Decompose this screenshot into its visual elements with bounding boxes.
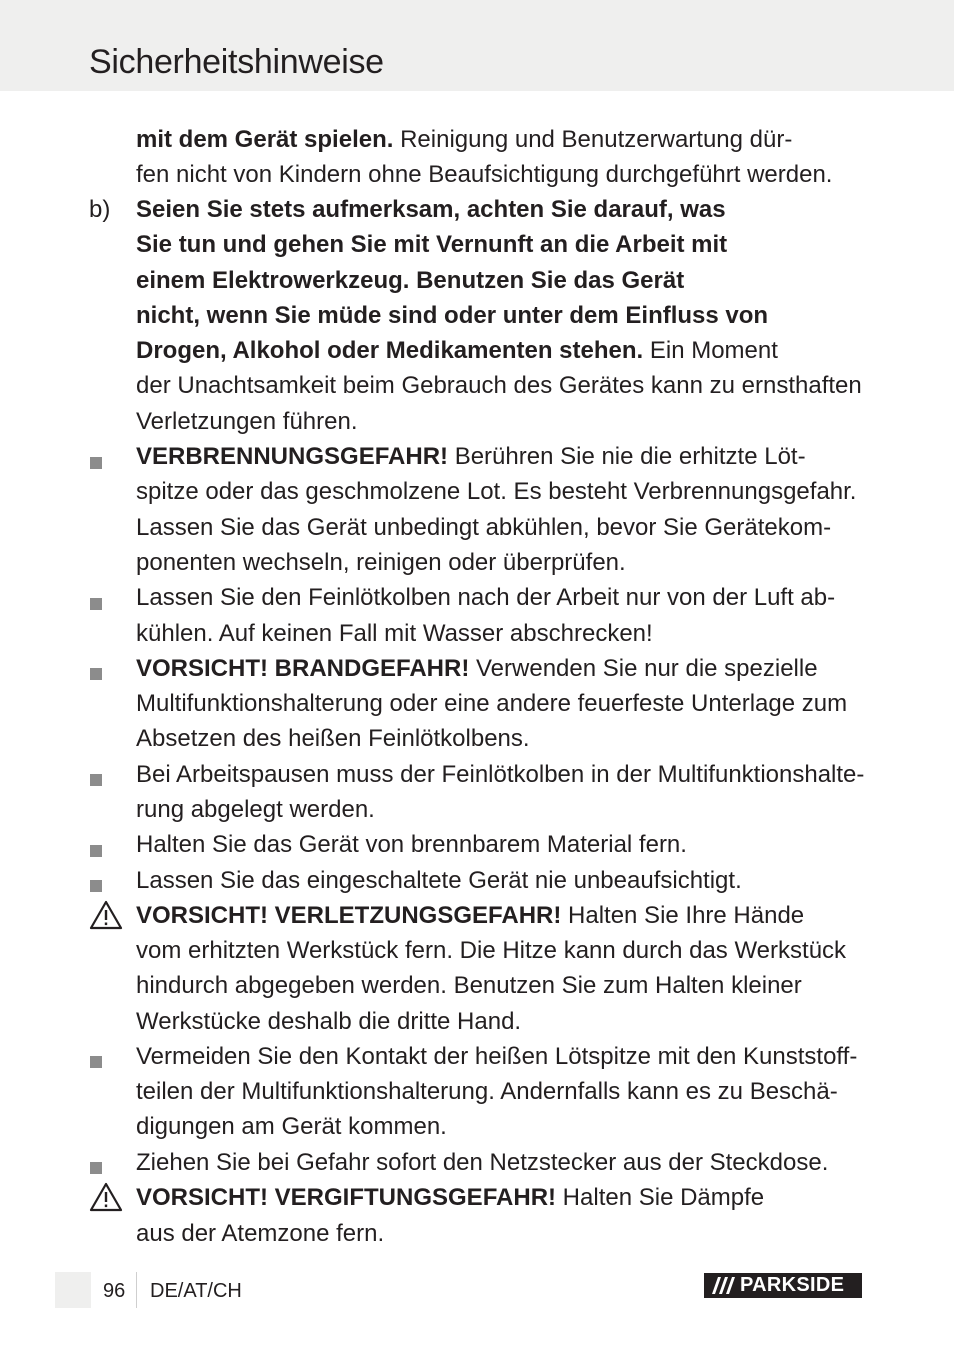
page-number: 96 bbox=[103, 1280, 126, 1302]
bullet-7-line-3: digungen am Gerät kommen. bbox=[136, 1113, 447, 1140]
bullet-8-line-1: Ziehen Sie bei Gefahr sofort den Netzstecker aus der Steckdose. bbox=[136, 1149, 829, 1176]
bullet-square-icon bbox=[90, 1056, 102, 1068]
page-header bbox=[0, 0, 954, 91]
item-b-line-4: nicht, wenn Sie müde sind oder unter dem Einfluss von bbox=[136, 302, 769, 329]
bullet-square-icon bbox=[90, 668, 102, 680]
bullet-2-line-2: kühlen. Auf keinen Fall mit Wasser abschrecken! bbox=[136, 620, 653, 647]
bullet-5-line-1: Halten Sie das Gerät von brennbarem Material fern. bbox=[136, 831, 687, 858]
bullet-7-line-1: Vermeiden Sie den Kontakt der heißen Lötspitze mit den Kunststoff- bbox=[136, 1043, 858, 1070]
bullet-square-icon bbox=[90, 845, 102, 857]
bullet-3-line-3: Absetzen des heißen Feinlötkolbens. bbox=[136, 725, 530, 752]
parkside-stripes-icon bbox=[704, 1273, 740, 1298]
bullet-3-line-2: Multifunktionshalterung oder eine andere feuerfeste Unterlage zum bbox=[136, 690, 848, 717]
item-b-line-6: der Unachtsamkeit beim Gebrauch des Gerätes kann zu ernsthaften bbox=[136, 372, 862, 399]
bullet-4-line-1: Bei Arbeitspausen muss der Feinlötkolben in der Multifunktionshalte- bbox=[136, 761, 865, 788]
warning-2-line-2: aus der Atemzone fern. bbox=[136, 1220, 385, 1247]
bullet-4-line-2: rung abgelegt werden. bbox=[136, 796, 375, 823]
warning-2-line-1: VORSICHT! VERGIFTUNGSGEFAHR! Halten Sie Dämpfe bbox=[136, 1184, 765, 1211]
item-b-line-3: einem Elektrowerkzeug. Benutzen Sie das Gerät bbox=[136, 267, 685, 294]
bullet-1-line-3: Lassen Sie das Gerät unbedingt abkühlen, bevor Sie Gerätekom- bbox=[136, 514, 832, 541]
warning-1-line-4: Werkstücke deshalb die dritte Hand. bbox=[136, 1008, 522, 1035]
bullet-square-icon bbox=[90, 774, 102, 786]
item-b-line-5: Drogen, Alkohol oder Medikamenten stehen. Ein Moment bbox=[136, 337, 778, 364]
footer-divider bbox=[136, 1272, 137, 1308]
bullet-square-icon bbox=[90, 880, 102, 892]
intro-line-2: fen nicht von Kindern ohne Beaufsichtigung durchgeführt werden. bbox=[136, 161, 833, 188]
warning-triangle-icon bbox=[89, 1182, 123, 1212]
list-marker-b: b) bbox=[89, 196, 111, 223]
bullet-7-line-2: teilen der Multifunktionshalterung. Andernfalls kann es zu Beschä- bbox=[136, 1078, 838, 1105]
footer-page-box bbox=[55, 1272, 91, 1308]
warning-1-line-3: hindurch abgegeben werden. Benutzen Sie zum Halten kleiner bbox=[136, 972, 802, 999]
bullet-square-icon bbox=[90, 457, 102, 469]
intro-line-1: mit dem Gerät spielen. Reinigung und Benutzerwartung dür- bbox=[136, 126, 793, 153]
bullet-1-line-1: VERBRENNUNGSGEFAHR! Berühren Sie nie die erhitzte Löt- bbox=[136, 443, 806, 470]
logo-text: PARKSIDE bbox=[740, 1274, 845, 1296]
item-b-line-7: Verletzungen führen. bbox=[136, 408, 358, 435]
bullet-1-line-2: spitze oder das geschmolzene Lot. Es besteht Verbrennungsgefahr. bbox=[136, 478, 857, 505]
item-b-line-1: Seien Sie stets aufmerksam, achten Sie darauf, was bbox=[136, 196, 726, 223]
bullet-1-line-4: ponenten wechseln, reinigen oder überprüfen. bbox=[136, 549, 626, 576]
warning-1-line-2: vom erhitzten Werkstück fern. Die Hitze kann durch das Werkstück bbox=[136, 937, 847, 964]
parkside-logo bbox=[704, 1273, 862, 1298]
warning-1-line-1: VORSICHT! VERLETZUNGSGEFAHR! Halten Sie Ihre Hände bbox=[136, 902, 805, 929]
page-title: Sicherheitshinweise bbox=[89, 43, 384, 81]
warning-triangle-icon bbox=[89, 900, 123, 930]
item-b-line-2: Sie tun und gehen Sie mit Vernunft an die Arbeit mit bbox=[136, 231, 728, 258]
bullet-square-icon bbox=[90, 1162, 102, 1174]
bullet-square-icon bbox=[90, 598, 102, 610]
bullet-6-line-1: Lassen Sie das eingeschaltete Gerät nie unbeaufsichtigt. bbox=[136, 867, 742, 894]
bullet-2-line-1: Lassen Sie den Feinlötkolben nach der Arbeit nur von der Luft ab- bbox=[136, 584, 836, 611]
country-codes: DE/AT/CH bbox=[150, 1280, 242, 1302]
bullet-3-line-1: VORSICHT! BRANDGEFAHR! Verwenden Sie nur die spezielle bbox=[136, 655, 818, 682]
